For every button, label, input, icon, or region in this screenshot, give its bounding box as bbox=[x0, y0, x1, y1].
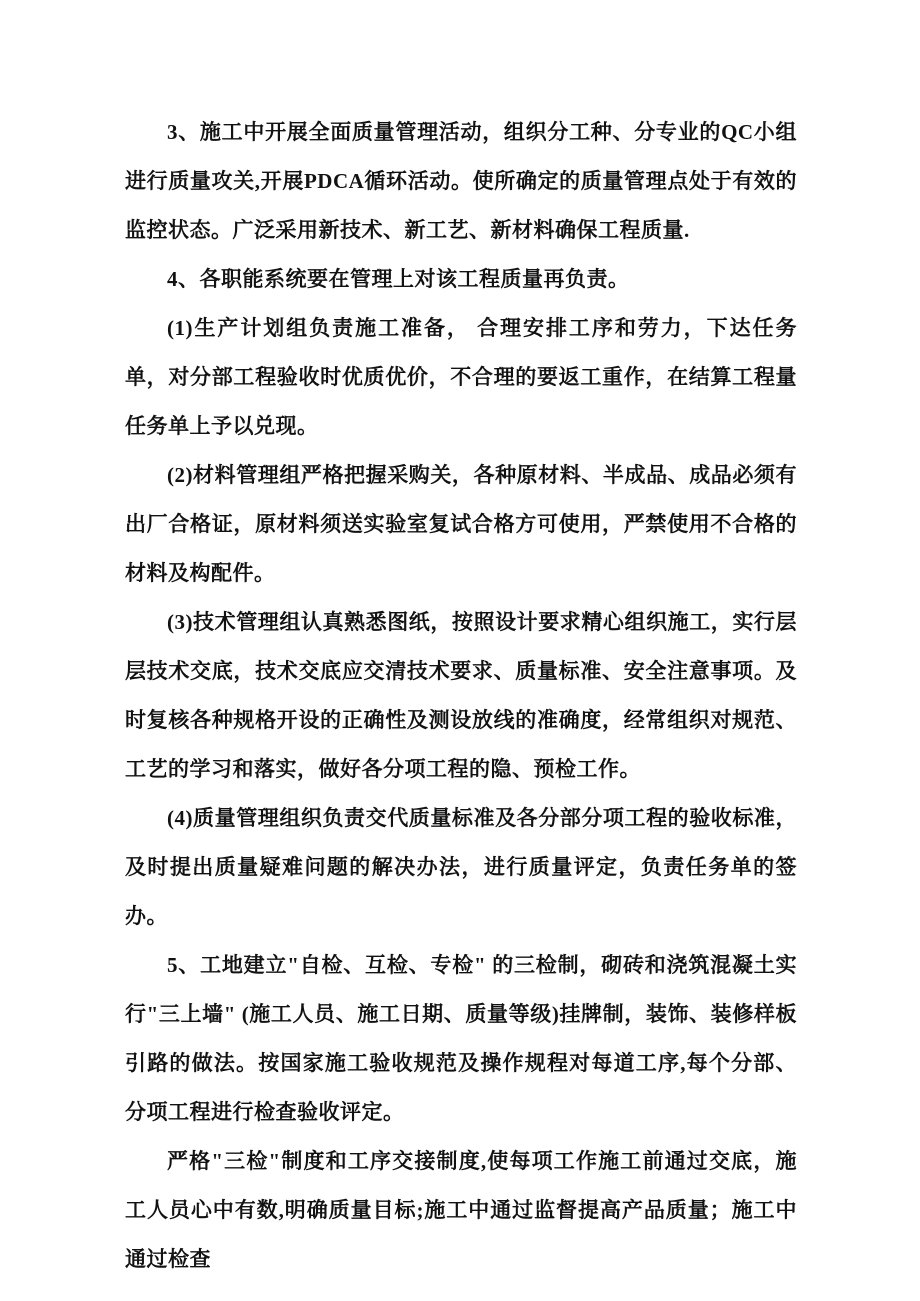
paragraph: (4)质量管理组织负责交代质量标准及各分部分项工程的验收标准，及时提出质量疑难问题的解决办法，进行质量评定，负责任务单的签办。 bbox=[125, 806, 797, 928]
paragraph: (1)生产计划组负责施工准备， 合理安排工序和劳力，下达任务单，对分部工程验收时优质优价，不合理的要返工重作，在结算工程量任务单上予以兑现。 bbox=[125, 316, 797, 438]
document-body bbox=[125, 108, 797, 1284]
paragraph: (3)技术管理组认真熟悉图纸，按照设计要求精心组织施工，实行层层技术交底，技术交底应交清技术要求、质量标准、安全注意事项。及时复核各种规格开设的正确性及测设放线的准确度，经常组织对规范、工艺的学习和落实，做好各分项工程的隐、预检工作。 bbox=[125, 610, 797, 781]
paragraph: 3、施工中开展全面质量管理活动，组织分工种、分专业的QC小组进行质量攻关,开展PDCA循环活动。使所确定的质量管理点处于有效的监控状态。广泛采用新技术、新工艺、新材料确保工程质量. bbox=[125, 120, 797, 242]
paragraph: 4、各职能系统要在管理上对该工程质量再负责。 bbox=[167, 267, 630, 291]
paragraph: 5、工地建立"自检、互检、专检" 的三检制，砌砖和浇筑混凝土实行"三上墙" (施工人员、施工日期、质量等级)挂牌制，装饰、装修样板引路的做法。按国家施工验收规范及操作规程对每道工序,每个分部、分项工程进行检查验收评定。 bbox=[125, 953, 797, 1124]
paragraph: 严格"三检"制度和工序交接制度,使每项工作施工前通过交底，施工人员心中有数,明确质量目标;施工中通过监督提高产品质量；施工中通过检查 bbox=[125, 1149, 797, 1271]
paragraph: (2)材料管理组严格把握采购关，各种原材料、半成品、成品必须有出厂合格证，原材料须送实验室复试合格方可使用，严禁使用不合格的材料及构配件。 bbox=[125, 463, 797, 585]
